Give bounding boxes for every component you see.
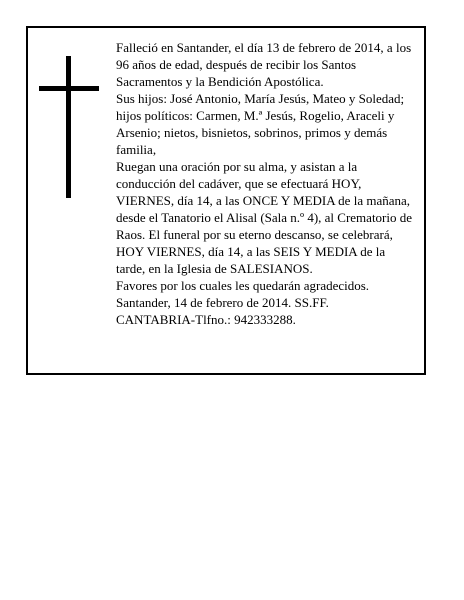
service-details: Ruegan una oración por su alma, y asistan a la conducción del cadáver, que se efectuará HOY, VIERNES, día 14, a las ONCE Y MEDIA de la mañana, desde el Tanatorio el Alisal (Sala n.º 4), al Crematorio de Raos. El funeral por su eterno descanso, se celebrará, HOY VIERNES, día 14, a las SEIS Y MEDIA de la tarde, en la Iglesia de SALESIANOS. [116,159,413,276]
cross-vertical-bar [66,56,71,198]
contact-line: CANTABRIA-Tlfno.: 942333288. [116,312,296,327]
gratitude-line: Favores por los cuales les quedarán agradecidos. [116,278,370,293]
death-announcement: Falleció en Santander, el día 13 de febrero de 2014, a los 96 años de edad, después de recibir los Santos Sacramentos y la Bendición Apostólica. [116,40,412,89]
cross-icon [39,56,99,198]
family-list: Sus hijos: José Antonio, María Jesús, Mateo y Soledad; hijos políticos: Carmen, M.ª Jesús, Rogelio, Araceli y Arsenio; nietos, bisnietos, sobrinos, primos y demás familia, [116,91,405,157]
notice-body [116,39,416,328]
cross-horizontal-bar [39,86,99,91]
place-date-line: Santander, 14 de febrero de 2014. SS.FF. [116,295,329,310]
obituary-notice [26,26,426,375]
